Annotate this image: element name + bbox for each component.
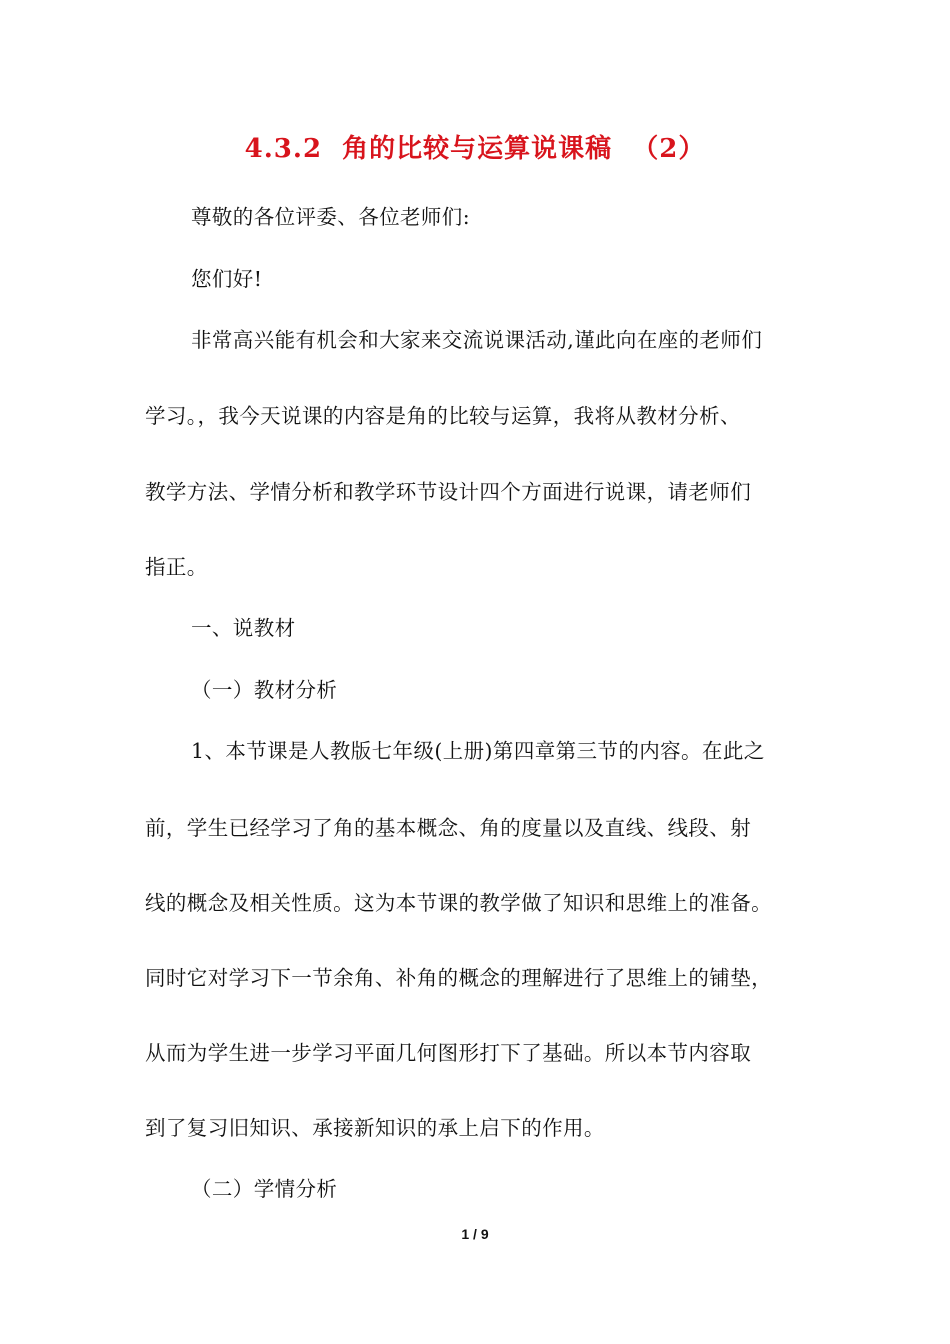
page-number: 1 / 9	[461, 1226, 489, 1242]
subsection-heading: （一）教材分析	[191, 678, 338, 702]
paragraph-line: 教学方法、学情分析和教学环节设计四个方面进行说课，请老师们	[145, 480, 752, 504]
subsection-heading: （二）学情分析	[191, 1177, 338, 1201]
document-title: 4.3.2 角的比较与运算说课稿 （2）	[244, 134, 706, 164]
paragraph-line: 线的概念及相关性质。这为本节课的教学做了知识和思维上的准备。	[145, 891, 772, 915]
paragraph-line: 指正。	[145, 555, 208, 579]
paragraph-line: 非常高兴能有机会和大家来交流说课活动,谨此向在座的老师们	[191, 328, 763, 352]
salutation-line: 尊敬的各位评委、各位老师们:	[191, 205, 471, 229]
paragraph-line: 1、本节课是人教版七年级(上册)第四章第三节的内容。在此之	[191, 739, 765, 763]
paragraph-line: 同时它对学习下一节余角、补角的概念的理解进行了思维上的铺垫，	[145, 966, 772, 990]
paragraph-line: 到了复习旧知识、承接新知识的承上启下的作用。	[145, 1116, 605, 1140]
paragraph-line: 从而为学生进一步学习平面几何图形打下了基础。所以本节内容取	[145, 1041, 752, 1065]
paragraph-line: 学习。，我今天说课的内容是角的比较与运算，我将从教材分析、	[145, 404, 741, 428]
greeting-line: 您们好!	[191, 267, 263, 291]
section-heading: 一、说教材	[191, 616, 296, 640]
paragraph-line: 前，学生已经学习了角的基本概念、角的度量以及直线、线段、射	[145, 816, 752, 840]
